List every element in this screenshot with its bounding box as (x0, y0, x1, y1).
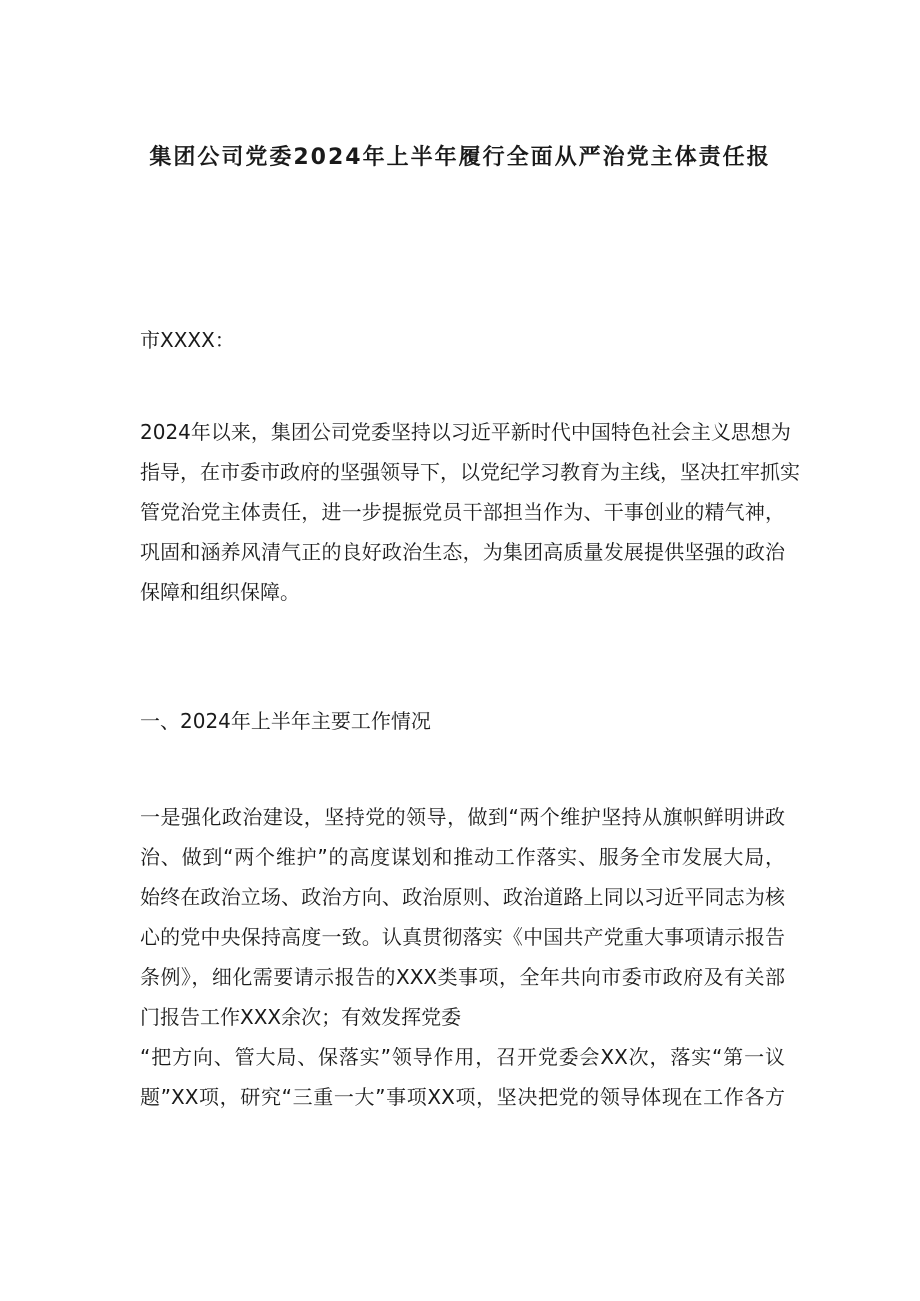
paragraph-line: 心的党中央保持高度一致。认真贯彻落实《中国共产党重大事项请示报告 (140, 925, 785, 949)
paragraph-line: 2024年以来，集团公司党委坚持以习近平新时代中国特色社会主义思想为 (140, 420, 791, 444)
paragraph-line: 管党治党主体责任，进一步提振党员干部担当作为、干事创业的精气神， (140, 500, 785, 524)
paragraph-line: 保障和组织保障。 (140, 580, 300, 604)
salutation: 市XXXX： (140, 328, 235, 352)
section-heading: 一、2024年上半年主要工作情况 (140, 709, 431, 733)
paragraph-line: 条例》，细化需要请示报告的XXX类事项，全年共向市委市政府及有关部 (140, 965, 785, 989)
paragraph-line: 巩固和涵养风清气正的良好政治生态，为集团高质量发展提供坚强的政治 (140, 540, 785, 564)
paragraph-line: 指导，在市委市政府的坚强领导下，以党纪学习教育为主线，坚决扛牢抓实 (140, 460, 800, 484)
document-title: 集团公司党委2024年上半年履行全面从严治党主体责任报 (149, 145, 771, 170)
intro-paragraph (140, 412, 800, 612)
paragraph-line: “把方向、管大局、保落实”领导作用，召开党委会XX次，落实“第一议 (140, 1045, 785, 1069)
section1-paragraph (140, 797, 785, 1117)
paragraph-line: 治、做到“两个维护”的高度谋划和推动工作落实、服务全市发展大局， (140, 845, 785, 869)
paragraph-line: 始终在政治立场、政治方向、政治原则、政治道路上同以习近平同志为核 (140, 885, 785, 909)
paragraph-line: 门报告工作XXX余次；有效发挥党委 (140, 1005, 462, 1029)
paragraph-line: 一是强化政治建设，坚持党的领导，做到“两个维护坚持从旗帜鲜明讲政 (140, 805, 785, 829)
paragraph-line: 题”XX项，研究“三重一大”事项XX项，坚决把党的领导体现在工作各方 (140, 1085, 785, 1109)
